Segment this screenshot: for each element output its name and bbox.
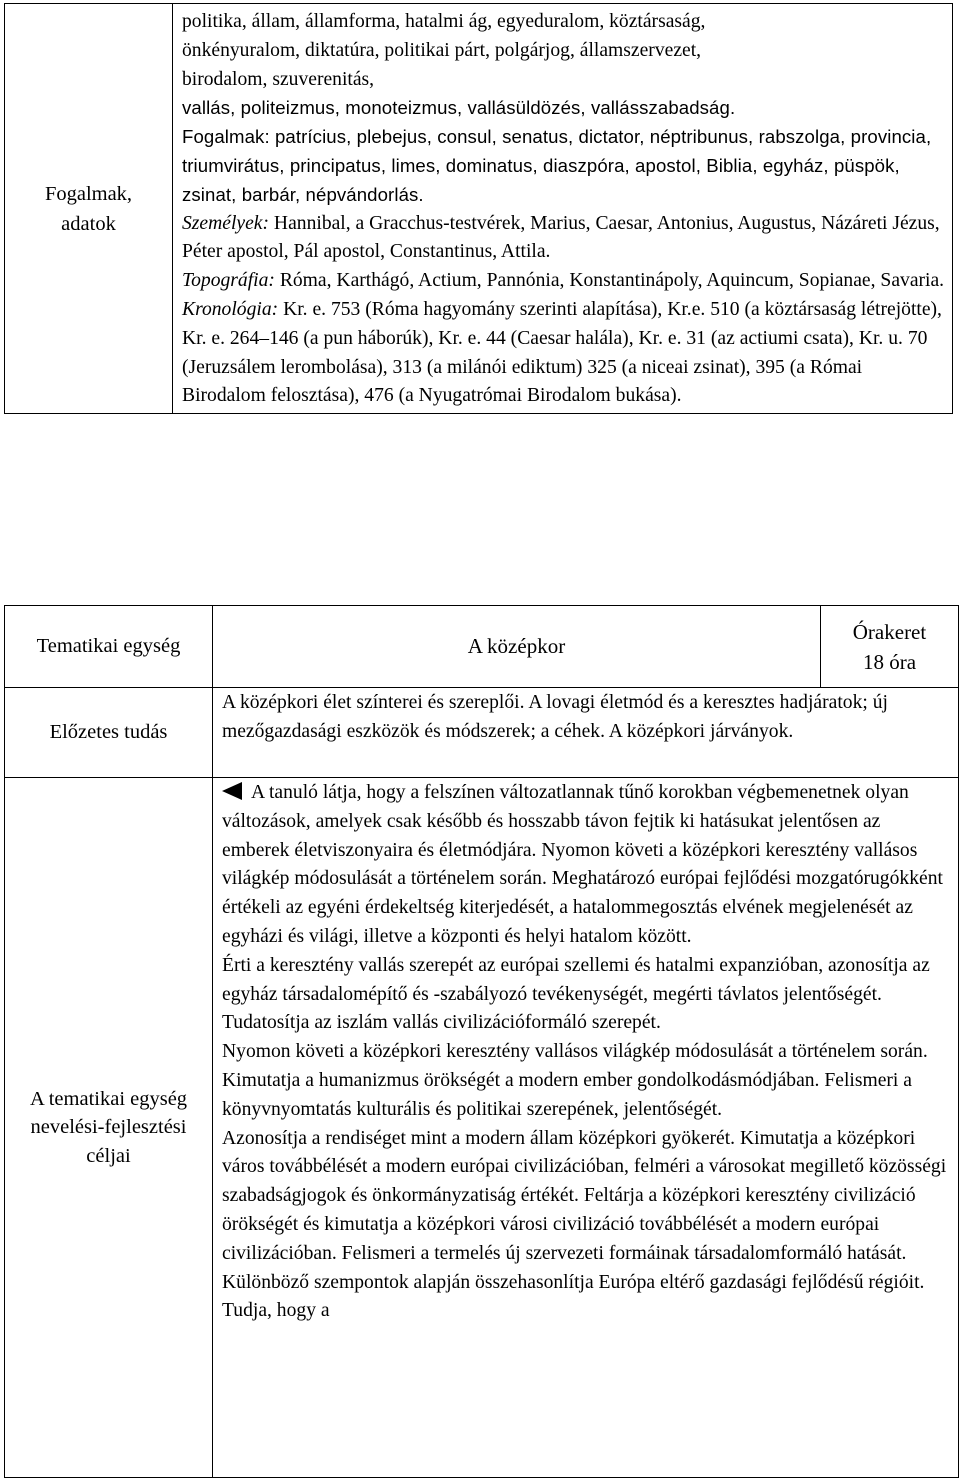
prior-knowledge-label: Előzetes tudás (49, 721, 168, 744)
concepts-table (4, 3, 953, 414)
topografia-text: Róma, Karthágó, Actium, Pannónia, Konstantinápoly, Aquincum, Sopianae, Savaria. (274, 270, 945, 292)
szemelyek-label: Személyek: (182, 212, 270, 234)
goals-paragraph-1: A tanuló látja, hogy a felszínen változatlannak tűnő korokban végbemenetnek olyan változások, amelyek csak később és hosszabb távon fejtik ki hatásukat jelentősen az emberek életviszonyaira és életmódjára. Nyomon követi a középkori keresztény vallásos világkép módosulását a történelem során. Meghatározó európai fejlődési mozgatórugókként értékeli az egyéni érdekeltség kiterjedését, a hatalommegosztás elvének megjelenését az egyházi és világi, illetve a központi és helyi hatalom között. (222, 782, 943, 947)
left-triangle-icon (222, 782, 242, 800)
unit-label-cell (5, 606, 213, 688)
hours-label: Órakeret (852, 619, 927, 644)
prior-knowledge-cell (213, 688, 959, 778)
goals-label-cell (5, 778, 213, 1478)
concept-line-1: politika, állam, államforma, hatalmi ág, egyeduralom, köztársaság, (182, 11, 706, 32)
prior-knowledge-label-cell (5, 688, 213, 778)
hours-value: 18 óra (862, 649, 917, 674)
concepts-label-cell (5, 4, 173, 414)
kronologia-text: Kr. e. 753 (Róma hagyomány szerinti alapítása), Kr.e. 510 (a köztársaság létrejötte), Kr. e. 264–146 (a pun háborúk), Kr. e. 44 (Caesar halála), Kr. e. 31 (az actiumi csata), Kr. u. 70 (Jeruzsálem lerombolása), 313 (a milánói ediktum) 325 (a niceai zsinat), 395 (a Római Birodalom felosztása), 476 (a Nyugatrómai Birodalom bukása). (182, 298, 942, 407)
goals-paragraph-4: Azonosítja a rendiséget mint a modern állam középkori gyökerét. Kimutatja a középkori város továbbélését a modern európai civilizációban, felméri a városokat megillető közösségi szabadságjogok és önkormányzatiság értékét. Feltárja a középkori keresztény civilizáció örökségét és kimutatja a középkori városi civilizáció továbbélését a modern európai civilizációban. Felismeri a termelés új szervezeti formáinak társadalomformáló hatását. Különböző szempontok alapján összehasonlítja Európa eltérő gazdasági fejlődésű régióit. Tudja, hogy a (222, 1127, 947, 1322)
goals-paragraph-3: Nyomon követi a középkori keresztény vallásos világkép módosulását a történelem során. Kimutatja a humanizmus örökségét a modern ember gondolkodásmódjában. Felismeri a könyvnyomtatás kulturális és politikai szerepének, jelentőségét. (222, 1041, 928, 1120)
hours-cell (821, 606, 959, 688)
szemelyek-paragraph (182, 210, 946, 268)
kronologia-paragraph (182, 296, 946, 411)
topografia-paragraph (182, 267, 946, 296)
unit-table (4, 605, 959, 1478)
goals-label: A tematikai egység nevelési-fejlesztési céljai (29, 1087, 188, 1167)
concepts-content-cell (173, 4, 953, 414)
goals-paragraph-2: Érti a keresztény vallás szerepét az európai szellemi és hatalmi expanzióban, azonosítja az egyház társadalomépítő és -szabályozó tevékenységét, megérti távlatos jelentőségét. Tudatosítja az iszlám vallás civilizációformáló szerepét. (222, 954, 930, 1034)
concepts-label: Fogalmak, adatok (44, 182, 133, 235)
prior-knowledge-text: A középkori élet színterei és szereplői. A lovagi életmód és a keresztes hadjáratok; új mezőgazdasági eszközök és módszerek; a céhek. A középkori járványok. (222, 692, 888, 742)
unit-title: A középkor (467, 634, 566, 658)
szemelyek-text: Hannibal, a Gracchus-testvérek, Marius, Caesar, Antonius, Augustus, Názáreti Jézus, Péter apostol, Pál apostol, Constantinus, Attila. (182, 212, 940, 263)
fogalmak-paragraph: Fogalmak: patrícius, plebejus, consul, senatus, dictator, néptribunus, rabszolga, provincia, triumvirátus, principatus, limes, dominatus, diaszpóra, apostol, Biblia, egyház, püspök, zsinat, barbár, népvándorlás. (182, 126, 932, 205)
unit-label: Tematikai egység (36, 635, 181, 658)
unit-title-cell (213, 606, 821, 688)
goals-cell (213, 778, 959, 1478)
concept-line-4: vallás, politeizmus, monoteizmus, vallásüldözés, vallásszabadság. (182, 97, 736, 119)
concept-line-3: birodalom, szuverenitás, (182, 68, 375, 90)
kronologia-label: Kronológia: (182, 298, 279, 320)
topografia-label: Topográfia: (182, 270, 275, 292)
concept-line-2: önkényuralom, diktatúra, politikai párt, polgárjog, államszervezet, (182, 39, 702, 61)
